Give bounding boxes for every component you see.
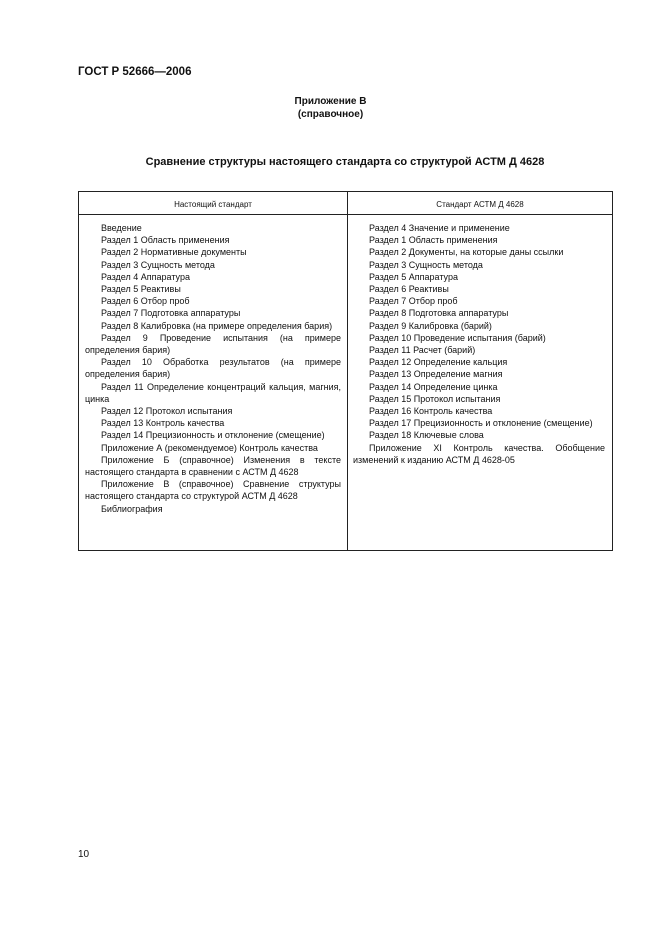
left-item: Раздел 8 Калибровка (на примере определения бария) — [101, 320, 333, 331]
right-item: Раздел 4 Значение и применение — [369, 223, 510, 233]
left-item: Раздел 1 Область применения — [101, 235, 230, 246]
left-item: Библиография — [101, 503, 163, 514]
right-item: Раздел 12 Определение кальция — [369, 357, 508, 368]
right-item: Раздел 14 Определение цинка — [369, 381, 498, 392]
header-divider — [79, 214, 612, 215]
right-item: Раздел 3 Сущность метода — [369, 259, 483, 270]
right-item: Раздел 2 Документы, на которые даны ссылки — [369, 247, 564, 258]
right-item: Раздел 10 Проведение испытания (барий) — [369, 332, 546, 343]
right-item: Раздел 6 Реактивы — [369, 284, 449, 295]
right-item: Раздел 17 Прецизионность и отклонение (смещение) — [369, 418, 593, 429]
right-item: Раздел 9 Калибровка (барий) — [369, 320, 492, 331]
left-item: Раздел 11 Определение концентраций кальция, магния, цинка — [85, 381, 341, 404]
table-title: Сравнение структуры настоящего стандарта со структурой АСТМ Д 4628 — [145, 156, 545, 168]
left-item: Раздел 14 Прецизионность и отклонение (смещение) — [101, 430, 325, 441]
right-column — [353, 222, 605, 466]
left-item: Раздел 2 Нормативные документы — [101, 247, 247, 258]
left-item: Раздел 12 Протокол испытания — [101, 406, 233, 417]
left-item: Раздел 10 Обработка результатов (на примере определения бария) — [85, 357, 341, 380]
right-item: Раздел 1 Область применения — [369, 235, 498, 246]
right-item: Раздел 13 Определение магния — [369, 369, 503, 380]
left-item: Приложение Б (справочное) Изменения в тексте настоящего стандарта в сравнении с АСТМ Д 4628 — [85, 454, 341, 478]
right-item: Раздел 8 Подготовка аппаратуры — [369, 308, 509, 319]
left-item: Приложение А (рекомендуемое) Контроль качества — [101, 442, 318, 453]
left-item: Раздел 7 Подготовка аппаратуры — [101, 308, 241, 319]
left-item: Раздел 4 Аппаратура — [101, 271, 190, 282]
left-item: Раздел 6 Отбор проб — [101, 296, 190, 307]
column-divider — [347, 192, 348, 550]
left-item: Введение — [101, 223, 142, 233]
left-item: Раздел 3 Сущность метода — [101, 259, 215, 270]
column-header-this-standard: Настоящий стандарт — [174, 200, 252, 209]
left-item: Раздел 9 Проведение испытания (на примере определения бария) — [85, 332, 341, 356]
column-header-astm: Стандарт АСТМ Д 4628 — [436, 200, 524, 209]
right-item: Приложение XI Контроль качества. Обобщение изменений к изданию АСТМ Д 4628-05 — [353, 442, 605, 465]
right-item: Раздел 16 Контроль качества — [369, 406, 493, 417]
page-number: 10 — [78, 849, 90, 860]
left-item: Раздел 5 Реактивы — [101, 284, 181, 295]
left-item: Раздел 13 Контроль качества — [101, 418, 225, 429]
right-item: Раздел 11 Расчет (барий) — [369, 345, 476, 356]
appendix-title: Приложение В — [294, 96, 367, 107]
document-code: ГОСТ Р 52666—2006 — [78, 66, 192, 78]
right-item: Раздел 5 Аппаратура — [369, 271, 458, 282]
left-column — [85, 222, 341, 515]
appendix-type: (справочное) — [297, 109, 364, 120]
right-item: Раздел 15 Протокол испытания — [369, 393, 501, 404]
right-item: Раздел 7 Отбор проб — [369, 296, 458, 307]
right-item: Раздел 18 Ключевые слова — [369, 430, 484, 441]
left-item: Приложение В (справочное) Сравнение структуры настоящего стандарта со структурой АСТМ Д 4628 — [85, 479, 341, 502]
comparison-table — [78, 191, 613, 551]
